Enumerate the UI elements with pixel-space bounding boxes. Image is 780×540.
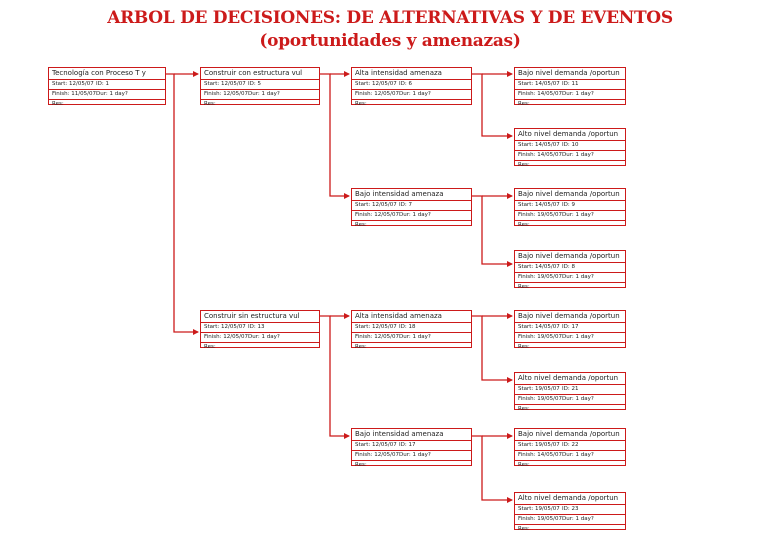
connector xyxy=(320,316,349,436)
node-id: ID: 11 xyxy=(562,81,579,87)
tree-node[interactable] xyxy=(48,67,166,105)
node-finish: Finish: 12/05/07 xyxy=(355,212,399,218)
node-id: ID: 9 xyxy=(562,202,575,208)
node-start: Start: 19/05/07 xyxy=(518,386,560,392)
connector xyxy=(472,316,512,380)
node-finish: Finish: 14/05/07 xyxy=(518,452,562,458)
node-duration: Dur: 1 day? xyxy=(248,334,280,340)
node-id: ID: 17 xyxy=(399,442,416,448)
node-duration: Dur: 1 day? xyxy=(562,152,594,158)
node-finish: Finish: 12/05/07 xyxy=(204,334,248,340)
tree-node[interactable] xyxy=(514,128,626,166)
node-start: Start: 12/05/07 xyxy=(355,81,397,87)
node-duration: Dur: 1 day? xyxy=(248,91,280,97)
tree-node[interactable] xyxy=(514,428,626,466)
connector xyxy=(472,196,512,264)
tree-node[interactable] xyxy=(514,372,626,410)
node-name: Construir sin estructura vul xyxy=(201,311,319,323)
diagram-subtitle: (oportunidades y amenazas) xyxy=(259,31,521,51)
node-name: Bajo nivel demanda /oportun xyxy=(515,68,625,80)
node-id: ID: 18 xyxy=(399,324,416,330)
node-id: ID: 23 xyxy=(562,506,579,512)
tree-node[interactable] xyxy=(351,310,472,348)
node-name: Alta intensidad amenaza xyxy=(352,68,471,80)
tree-node[interactable] xyxy=(200,67,320,105)
node-finish: Finish: 14/05/07 xyxy=(518,91,562,97)
node-id: ID: 21 xyxy=(562,386,579,392)
node-duration: Dur: 1 day? xyxy=(399,452,431,458)
node-resources: Res: xyxy=(518,344,530,350)
node-resources: Res: xyxy=(204,344,216,350)
diagram-title: ARBOL DE DECISIONES: DE ALTERNATIVAS Y DE EVENTOS xyxy=(107,8,673,28)
node-id: ID: 1 xyxy=(96,81,109,87)
node-resources: Res: xyxy=(518,526,530,532)
node-id: ID: 5 xyxy=(248,81,261,87)
node-start: Start: 14/05/07 xyxy=(518,142,560,148)
node-name: Bajo nivel demanda /oportun xyxy=(515,311,625,323)
node-resources: Res: xyxy=(52,101,64,107)
node-resources: Res: xyxy=(204,101,216,107)
node-resources: Res: xyxy=(518,101,530,107)
node-start: Start: 12/05/07 xyxy=(355,202,397,208)
node-name: Bajo nivel demanda /oportun xyxy=(515,429,625,441)
node-duration: Dur: 1 day? xyxy=(562,516,594,522)
node-start: Start: 12/05/07 xyxy=(355,442,397,448)
node-id: ID: 22 xyxy=(562,442,579,448)
node-resources: Res: xyxy=(518,406,530,412)
node-id: ID: 10 xyxy=(562,142,579,148)
node-start: Start: 12/05/07 xyxy=(52,81,94,87)
node-duration: Dur: 1 day? xyxy=(562,396,594,402)
node-resources: Res: xyxy=(355,344,367,350)
node-resources: Res: xyxy=(518,162,530,168)
node-duration: Dur: 1 day? xyxy=(562,91,594,97)
node-resources: Res: xyxy=(518,462,530,468)
node-name: Alto nivel demanda /oportun xyxy=(515,373,625,385)
node-duration: Dur: 1 day? xyxy=(562,212,594,218)
node-duration: Dur: 1 day? xyxy=(399,212,431,218)
tree-node[interactable] xyxy=(514,250,626,288)
tree-node[interactable] xyxy=(200,310,320,348)
node-duration: Dur: 1 day? xyxy=(562,334,594,340)
node-duration: Dur: 1 day? xyxy=(562,452,594,458)
node-name: Alto nivel demanda /oportun xyxy=(515,493,625,505)
connector xyxy=(472,74,512,136)
node-finish: Finish: 12/05/07 xyxy=(355,452,399,458)
node-finish: Finish: 19/05/07 xyxy=(518,516,562,522)
node-finish: Finish: 19/05/07 xyxy=(518,212,562,218)
node-name: Bajo nivel demanda /oportun xyxy=(515,251,625,263)
node-start: Start: 12/05/07 xyxy=(355,324,397,330)
node-name: Tecnología con Proceso T y xyxy=(49,68,165,80)
node-name: Bajo intensidad amenaza xyxy=(352,189,471,201)
node-resources: Res: xyxy=(355,101,367,107)
node-resources: Res: xyxy=(518,284,530,290)
node-finish: Finish: 12/05/07 xyxy=(355,91,399,97)
connector xyxy=(472,436,512,500)
tree-node[interactable] xyxy=(514,310,626,348)
node-finish: Finish: 19/05/07 xyxy=(518,334,562,340)
node-id: ID: 7 xyxy=(399,202,412,208)
tree-node[interactable] xyxy=(514,492,626,530)
node-start: Start: 19/05/07 xyxy=(518,442,560,448)
node-start: Start: 19/05/07 xyxy=(518,506,560,512)
node-finish: Finish: 11/05/07 xyxy=(52,91,96,97)
connector xyxy=(166,74,198,332)
node-name: Construir con estructura vul xyxy=(201,68,319,80)
node-id: ID: 6 xyxy=(399,81,412,87)
node-id: ID: 17 xyxy=(562,324,579,330)
node-name: Alto nivel demanda /oportun xyxy=(515,129,625,141)
node-finish: Finish: 12/05/07 xyxy=(204,91,248,97)
node-start: Start: 12/05/07 xyxy=(204,81,246,87)
node-resources: Res: xyxy=(355,222,367,228)
tree-node[interactable] xyxy=(351,428,472,466)
node-duration: Dur: 1 day? xyxy=(399,334,431,340)
node-name: Alta intensidad amenaza xyxy=(352,311,471,323)
node-duration: Dur: 1 day? xyxy=(562,274,594,280)
tree-node[interactable] xyxy=(514,188,626,226)
node-finish: Finish: 12/05/07 xyxy=(355,334,399,340)
connector xyxy=(320,74,349,196)
node-start: Start: 14/05/07 xyxy=(518,81,560,87)
node-duration: Dur: 1 day? xyxy=(96,91,128,97)
node-finish: Finish: 19/05/07 xyxy=(518,274,562,280)
node-id: ID: 13 xyxy=(248,324,265,330)
node-start: Start: 14/05/07 xyxy=(518,202,560,208)
node-resources: Res: xyxy=(355,462,367,468)
tree-node[interactable] xyxy=(351,67,472,105)
node-start: Start: 14/05/07 xyxy=(518,324,560,330)
node-name: Bajo nivel demanda /oportun xyxy=(515,189,625,201)
node-name: Bajo intensidad amenaza xyxy=(352,429,471,441)
node-start: Start: 14/05/07 xyxy=(518,264,560,270)
node-duration: Dur: 1 day? xyxy=(399,91,431,97)
node-resources: Res: xyxy=(518,222,530,228)
node-id: ID: 8 xyxy=(562,264,575,270)
tree-node[interactable] xyxy=(514,67,626,105)
node-finish: Finish: 19/05/07 xyxy=(518,396,562,402)
node-finish: Finish: 14/05/07 xyxy=(518,152,562,158)
tree-node[interactable] xyxy=(351,188,472,226)
node-start: Start: 12/05/07 xyxy=(204,324,246,330)
